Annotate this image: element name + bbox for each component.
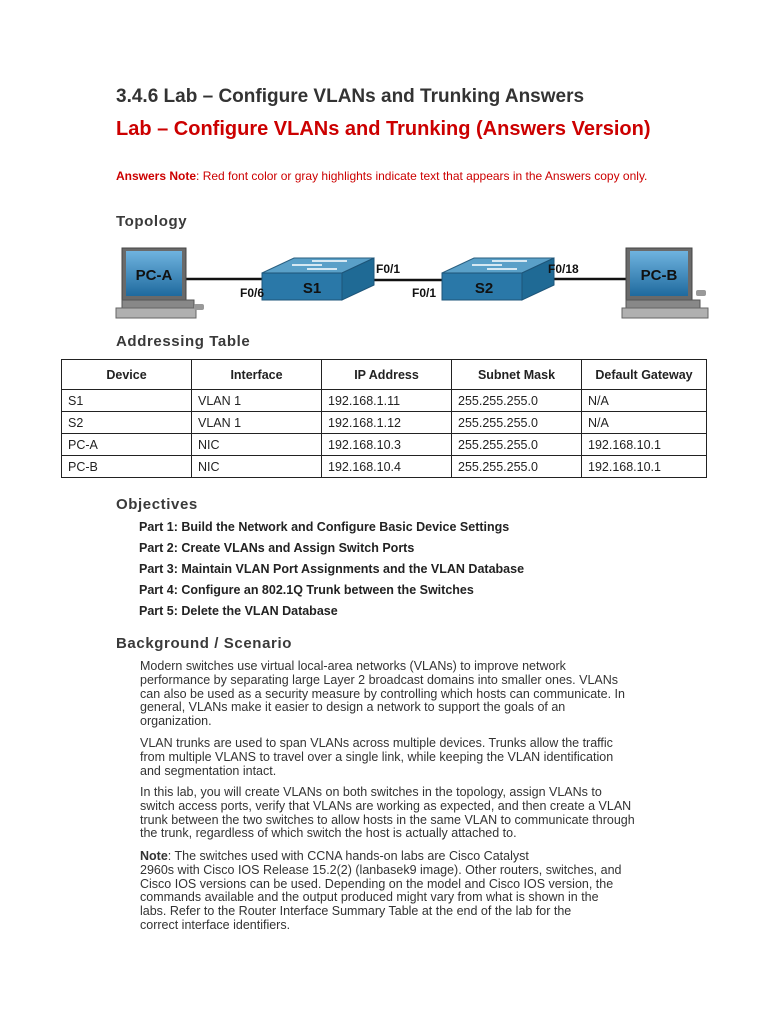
- column-header: Interface: [192, 360, 322, 390]
- table-cell: 255.255.255.0: [452, 434, 582, 456]
- interface-label-f0-6: F0/6: [240, 286, 265, 300]
- table-cell: 192.168.1.11: [322, 390, 452, 412]
- table-row: [62, 412, 707, 434]
- text-line: Cisco IOS versions can be used. Depending on the model and Cisco IOS version, the: [140, 876, 614, 891]
- background-paragraph-1: [140, 660, 655, 729]
- list-item: Part 2: Create VLANs and Assign Switch Ports: [139, 541, 415, 555]
- list-item: Part 4: Configure an 802.1Q Trunk between the Switches: [139, 583, 474, 597]
- text-line: can also be used as a security measure by controlling which hosts can communicate. In: [140, 686, 625, 701]
- text-line: from multiple VLANS to travel over a single link, while keeping the VLAN identification: [140, 749, 614, 764]
- text-line: and segmentation intact.: [140, 763, 277, 778]
- table-cell: PC-A: [62, 434, 192, 456]
- text-line: organization.: [140, 714, 212, 729]
- table-cell: 192.168.10.4: [322, 456, 452, 478]
- answers-note-text: : Red font color or gray highlights indicate text that appears in the Answers copy only.: [196, 169, 648, 183]
- switch-s2-icon: [442, 258, 554, 300]
- table-row: [62, 456, 707, 478]
- topology-heading: Topology: [116, 213, 188, 230]
- objectives-list: [139, 519, 524, 624]
- table-cell: N/A: [582, 390, 707, 412]
- table-cell: 255.255.255.0: [452, 456, 582, 478]
- interface-label-s1-f0-1: F0/1: [376, 262, 401, 276]
- column-header: Device: [62, 360, 192, 390]
- text-line: 2960s with Cisco IOS Release 15.2(2) (lanbasek9 image). Other routers, switches, and: [140, 862, 622, 877]
- table-cell: VLAN 1: [192, 412, 322, 434]
- note-text: : The switches used with CCNA hands-on labs are Cisco Catalyst: [167, 849, 529, 863]
- list-item: Part 5: Delete the VLAN Database: [139, 604, 338, 618]
- table-cell: VLAN 1: [192, 390, 322, 412]
- text-line: commands available and the output produced might vary from what is shown in the: [140, 890, 599, 905]
- lab-title: Lab – Configure VLANs and Trunking (Answers Version): [116, 118, 651, 140]
- table-cell: PC-B: [62, 456, 192, 478]
- text-line: Modern switches use virtual local-area networks (VLANs) to improve network: [140, 659, 566, 673]
- answers-note: [116, 170, 656, 183]
- table-cell: S1: [62, 390, 192, 412]
- table-row: [62, 434, 707, 456]
- text-line: correct interface identifiers.: [140, 917, 291, 932]
- table-header-row: [62, 360, 707, 390]
- objectives-heading: Objectives: [116, 496, 198, 513]
- column-header: Subnet Mask: [452, 360, 582, 390]
- text-line: switch access ports, verify that VLANs are working as expected, and then create a VLAN: [140, 798, 632, 813]
- text-line: the trunk, regardless of which switch the host is actually attached to.: [140, 826, 517, 841]
- addressing-table: [61, 359, 707, 478]
- table-cell: N/A: [582, 412, 707, 434]
- table-cell: NIC: [192, 456, 322, 478]
- s2-label: S2: [474, 280, 494, 297]
- background-paragraph-2: [140, 737, 655, 778]
- page-heading: 3.4.6 Lab – Configure VLANs and Trunking Answers: [116, 86, 585, 107]
- text-line: In this lab, you will create VLANs on both switches in the topology, assign VLANs to: [140, 785, 602, 799]
- background-heading: Background / Scenario: [116, 635, 292, 652]
- table-cell: 192.168.10.1: [582, 434, 707, 456]
- background-note-paragraph: [140, 850, 655, 933]
- text-line: [140, 850, 655, 864]
- table-cell: 192.168.1.12: [322, 412, 452, 434]
- table-cell: 255.255.255.0: [452, 412, 582, 434]
- text-line: labs. Refer to the Router Interface Summary Table at the end of the lab for the: [140, 904, 572, 919]
- table-row: [62, 390, 707, 412]
- table-cell: NIC: [192, 434, 322, 456]
- addressing-table-heading: Addressing Table: [116, 333, 251, 350]
- note-label: Note: [140, 849, 168, 863]
- text-line: performance by separating large Layer 2 broadcast domains into smaller ones. VLANs: [140, 672, 619, 687]
- column-header: IP Address: [322, 360, 452, 390]
- list-item: Part 3: Maintain VLAN Port Assignments and the VLAN Database: [139, 562, 525, 576]
- interface-label-s2-f0-1: F0/1: [412, 286, 437, 300]
- s1-label: S1: [302, 280, 322, 297]
- table-cell: 192.168.10.1: [582, 456, 707, 478]
- topology-diagram: [112, 238, 712, 323]
- pc-b-label: PC-B: [640, 267, 678, 284]
- list-item: Part 1: Build the Network and Configure Basic Device Settings: [139, 520, 510, 534]
- table-cell: 255.255.255.0: [452, 390, 582, 412]
- text-line: trunk between the two switches to allow hosts in the same VLAN to communicate through: [140, 812, 635, 827]
- column-header: Default Gateway: [582, 360, 707, 390]
- interface-label-f0-18: F0/18: [548, 262, 579, 276]
- table-cell: S2: [62, 412, 192, 434]
- background-paragraph-3: [140, 786, 655, 841]
- table-cell: 192.168.10.3: [322, 434, 452, 456]
- text-line: general, VLANs make it easier to design a network to support the goals of an: [140, 700, 566, 715]
- pc-a-label: PC-A: [135, 267, 173, 284]
- text-line: VLAN trunks are used to span VLANs across multiple devices. Trunks allow the traffic: [140, 736, 613, 750]
- answers-note-label: Answers Note: [116, 169, 197, 183]
